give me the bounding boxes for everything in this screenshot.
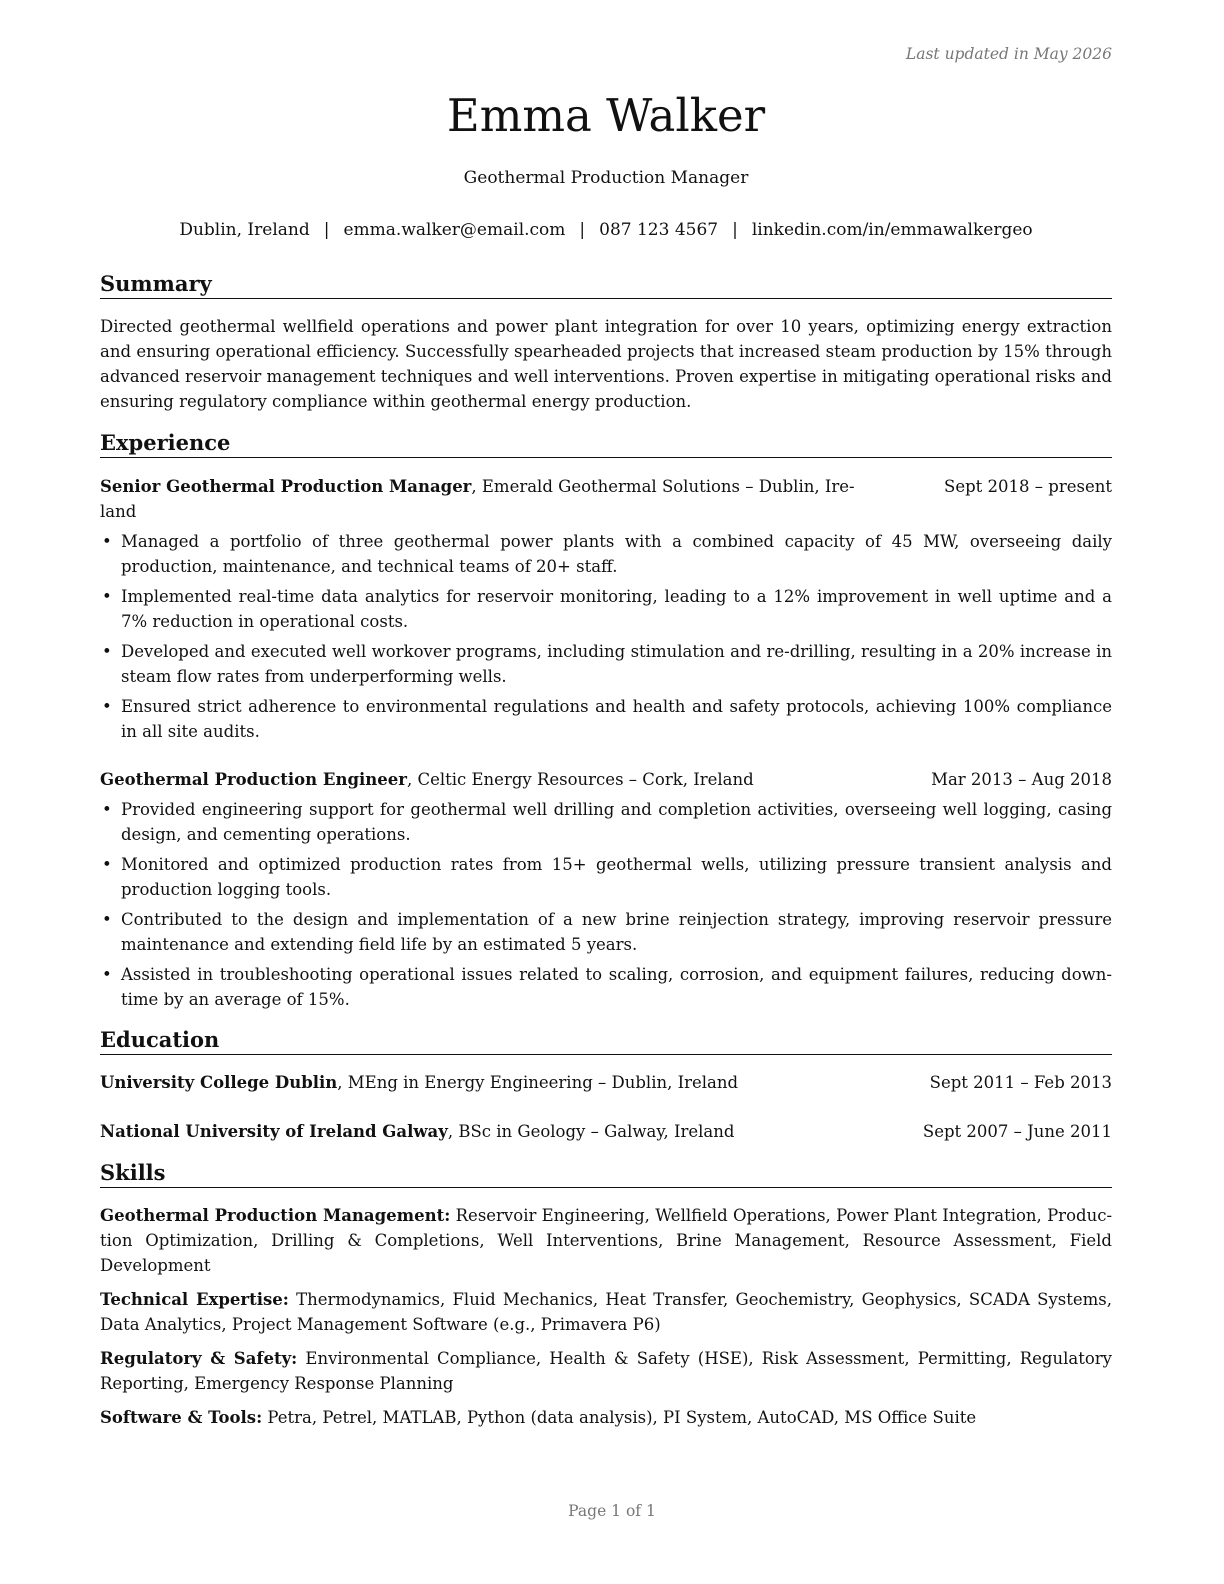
job-company: , Celtic Energy Resources – Cork, Ireland [406,770,754,789]
summary-heading: Summary [100,271,1112,299]
candidate-name: Emma Walker [446,89,766,142]
skill-group [100,1405,1112,1430]
job-bullet-list [100,797,1112,1017]
job-title: Geothermal Production Engineer [100,770,407,789]
skill-group-label: Geothermal Production Management: [100,1206,451,1225]
skill-group [100,1203,1112,1278]
education-entry [100,1070,1112,1095]
contact-separator: | [732,220,738,240]
summary-text: Directed geothermal wellfield operations and power plant integration for over 10 years, optimizing energy extraction and ensuring operational efficiency. Successfully spearheaded projects that increased steam production by 15% through advanced reservoir management techniques and well interventions. Proven expertise in mitigating operational risks and ensuring regulatory compliance within geothermal energy production. [100,317,1112,411]
skill-group-items: Environmental Compliance, Health & Safety (HSE), Risk Assessment, Permitting, Regulatory Reporting, Emergency Response Planning [100,1349,1113,1393]
skill-group [100,1287,1112,1337]
contact-linkedin[interactable]: linkedin.com/in/emmawalkergeo [751,220,1033,240]
skill-group-items: Reservoir Engineering, Wellfield Operations, Power Plant Integration, Produc-tion Optimization, Drilling & Completions, Well Interventions, Brine Management, Resource Assessment, Field Development [100,1206,1113,1275]
job-bullet: • Implemented real-time data analytics for reservoir monitoring, leading to a 12% improvement in well uptime and a 7% reduction in operational costs. [100,584,1112,634]
contact-separator: | [323,220,330,240]
page-number: Page 1 of 1 [568,1502,656,1520]
education-detail: , BSc in Geology – Galway, Ireland [447,1122,735,1141]
job-bullet: • Developed and executed well workover programs, including stimulation and re-drilling, resulting in a 20% increase in steam flow rates from underperforming wells. [100,639,1112,689]
job-header [100,474,1112,524]
job-bullet-list [100,529,1112,749]
job-bullet: • Assisted in troubleshooting operational issues related to scaling, corrosion, and equipment failures, reducing down-time by an average of 15%. [100,962,1112,1012]
contact-phone[interactable]: 087 123 4567 [599,220,719,240]
skills-heading: Skills [100,1160,1112,1188]
job-company: , Emerald Geothermal Solutions – Dublin, Ire-land [100,477,855,521]
job-bullet: • Managed a portfolio of three geothermal power plants with a combined capacity of 45 MW, overseeing daily production, maintenance, and technical teams of 20+ staff. [100,529,1112,579]
education-school: University College Dublin [100,1073,338,1092]
education-dates: Sept 2007 – June 2011 [922,1122,1112,1141]
contact-email[interactable]: emma.walker@email.com [343,220,566,240]
job-bullet: • Monitored and optimized production rates from 15+ geothermal wells, utilizing pressure transient analysis and production logging tools. [100,852,1112,902]
job-dates: Sept 2018 – present [944,477,1112,496]
education-detail: , MEng in Energy Engineering – Dublin, Ireland [337,1073,739,1092]
education-school: National University of Ireland Galway [100,1122,448,1141]
skill-group-items: Thermodynamics, Fluid Mechanics, Heat Transfer, Geochemistry, Geophysics, SCADA Systems, Data Analytics, Project Management Software (e.g., Primavera P6) [100,1290,1112,1334]
candidate-title: Geothermal Production Manager [463,168,749,188]
education-entry [100,1119,1112,1144]
job-title: Senior Geothermal Production Manager [100,477,472,496]
skill-group-label: Regulatory & Safety: [100,1349,298,1368]
contact-separator: | [579,220,586,240]
job-dates: Mar 2013 – Aug 2018 [931,770,1112,789]
skill-group-label: Software & Tools: [100,1408,263,1427]
skill-group [100,1346,1112,1396]
skill-group-items: Petra, Petrel, MATLAB, Python (data analysis), PI System, AutoCAD, MS Office Suite [267,1408,977,1427]
skill-group-label: Technical Expertise: [100,1290,289,1309]
experience-heading: Experience [100,430,1112,458]
job-bullet: • Provided engineering support for geothermal well drilling and completion activities, overseeing well logging, casing design, and cementing operations. [100,797,1112,847]
job-bullet: • Ensured strict adherence to environmental regulations and health and safety protocols, achieving 100% compliance in all site audits. [100,694,1112,744]
education-heading: Education [100,1027,1112,1055]
contact-location: Dublin, Ireland [179,220,310,240]
job-header [100,767,1112,792]
last-updated-note: Last updated in May 2026 [905,45,1112,63]
contact-line [100,220,1112,240]
job-bullet: • Contributed to the design and implementation of a new brine reinjection strategy, improving reservoir pressure maintenance and extending field life by an estimated 5 years. [100,907,1112,957]
education-dates: Sept 2011 – Feb 2013 [929,1073,1112,1092]
